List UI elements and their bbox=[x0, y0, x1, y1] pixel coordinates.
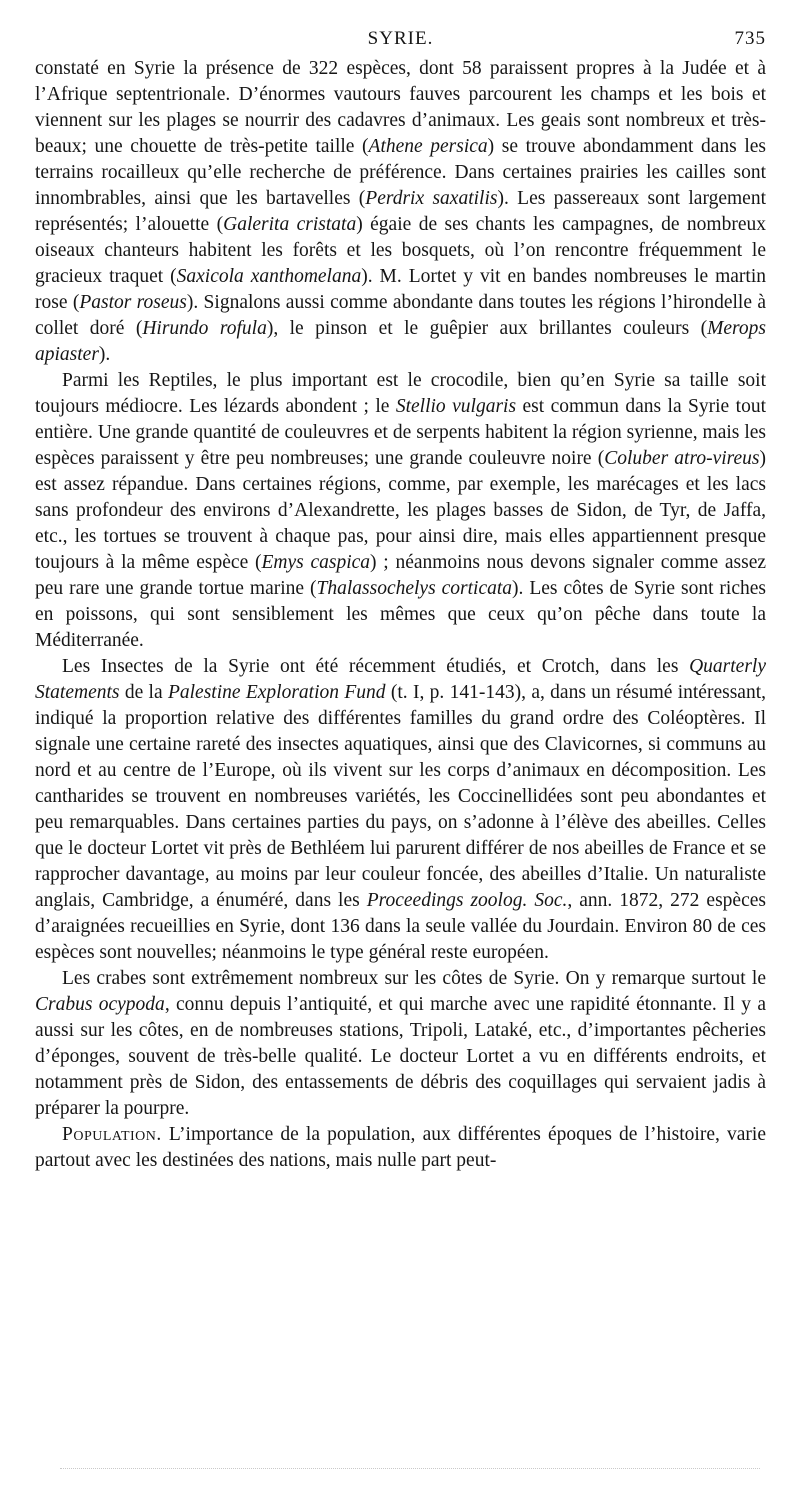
text-run: L’importance de la population, aux différentes époques de l’histoire, varie partout avec les destinées des nations, mais nulle part peut- bbox=[35, 1124, 766, 1171]
running-title: SYRIE. bbox=[367, 28, 434, 49]
text-run: Les crabes sont extrêmement nombreux sur les côtes de Syrie. On y remarque surtout le bbox=[62, 968, 766, 989]
text-run: de la bbox=[119, 682, 168, 703]
italic-text: Coluber atro-vireus bbox=[604, 448, 760, 469]
text-run: (t. I, p. 141-143), a, dans un résumé intéressant, indiqué la proportion relative des différentes familles du grand ordre des Coléoptères. Il signale une certaine rareté des insectes aquatiques, ainsi que des Clavicornes, si communs au nord et au centre de l’Europe, où ils vivent sur les corps d’animaux en décomposition. Les cantharides se trouvent en nombreuses variétés, les Coccinellidées sont peu abondantes et peu remarquables. Dans certaines parties du pays, on s’adonne à l’élève des abeilles. Celles que le docteur Lortet vit près de Bethléem lui parurent différer de nos abeilles de France et se rapprocher davantage, au moins par leur couleur foncée, des abeilles d’Italie. Un naturaliste anglais, Cambridge, a énuméré, dans les bbox=[35, 682, 766, 911]
text-run: Parmi les Reptiles, le plus important est le crocodile, bien qu’en Syrie sa taille soit toujours médiocre. Les lézards abondent ; le bbox=[35, 370, 766, 417]
page-header bbox=[35, 28, 766, 56]
paragraph bbox=[35, 56, 766, 368]
italic-text: Galerita cristata bbox=[223, 214, 357, 235]
italic-text: Pastor roseus bbox=[79, 292, 187, 313]
italic-text: Emys caspica bbox=[261, 552, 371, 573]
italic-text: Thalassochelys corticata bbox=[316, 578, 513, 599]
page-number: 735 bbox=[734, 28, 766, 49]
text-run: ) se trouve abondamment dans les terrains rocailleux qu’elle recherche de préférence. Dans certaines prairies les cailles sont innombrables, ainsi que les bartavelles ( bbox=[35, 136, 767, 209]
text-run: Les Insectes de la Syrie ont été récemment étudiés, et Crotch, dans les bbox=[62, 656, 690, 677]
body-text bbox=[35, 56, 766, 1174]
italic-text: Saxicola xanthomelana bbox=[176, 266, 362, 287]
text-run: constaté en Syrie la présence de 322 espèces, dont 58 paraissent propres à la Judée et à l’Afrique septentrionale. D’énormes vautours fauves parcourent les champs et les bois et viennent sur les plages se nourrir des cadavres d’animaux. Les geais sont nombreux et très-beaux; une chouette de très-petite taille ( bbox=[35, 58, 766, 157]
italic-text: Merops apiaster bbox=[35, 318, 766, 365]
text-run: ). M. Lortet y vit en bandes nombreuses le martin rose ( bbox=[35, 266, 766, 313]
italic-text: Athene persica bbox=[368, 136, 488, 157]
bottom-dotted-rule bbox=[60, 1468, 760, 1469]
text-run: ). bbox=[98, 344, 111, 365]
section-heading: Population. bbox=[62, 1124, 162, 1145]
paragraph bbox=[35, 368, 766, 654]
italic-text: Stellio vulgaris bbox=[395, 396, 517, 417]
text-run: ). Signalons aussi comme abondante dans toutes les régions l’hirondelle à collet doré ( bbox=[35, 292, 766, 339]
italic-text: Perdrix saxatilis bbox=[365, 188, 498, 209]
paragraph bbox=[35, 966, 766, 1122]
text-run: ). Les passereaux sont largement représentés; l’alouette ( bbox=[35, 188, 766, 235]
text-run: ) ; néanmoins nous devons signaler comme assez peu rare une grande tortue marine ( bbox=[35, 552, 767, 599]
text-run: , ann. 1872, 272 espèces d’araignées recueillies en Syrie, dont 136 dans la seule vallée du Jourdain. Environ 80 de ces espèces sont nouvelles; néanmoins le type général reste européen. bbox=[35, 890, 766, 963]
text-run: ) égaie de ses chants les campagnes, de nombreux oiseaux chanteurs habitent les forêts et les bosquets, où l’on rencontre fréquemment le gracieux traquet ( bbox=[35, 214, 766, 287]
text-run: , connu depuis l’antiquité, et qui marche avec une rapidité étonnante. Il y a aussi sur les côtes, en de nombreuses stations, Tripoli, Lataké, etc., d’importantes pêcheries d’éponges, souvent de très-belle qualité. Le docteur Lortet a vu en différents endroits, et notamment près de Sidon, des entassements de débris des coquillages qui servaient jadis à préparer la pourpre. bbox=[35, 994, 767, 1119]
italic-text: Palestine Exploration Fund bbox=[167, 682, 386, 703]
paragraph bbox=[35, 654, 766, 966]
text-run: ) est assez répandue. Dans certaines régions, comme, par exemple, les marécages et les lacs sans profondeur des environs d’Alexandrette, les plages basses de Sidon, de Tyr, de Jaffa, etc., les tortues se trouvent à chaque pas, pour ainsi dire, mais elles appartiennent presque toujours à la même espèce ( bbox=[35, 448, 766, 573]
italic-text: Hirundo rofula bbox=[142, 318, 267, 339]
text-run: est commun dans la Syrie tout entière. Une grande quantité de couleuvres et de serpents habitent la région syrienne, mais les espèces paraissent y être peu nombreuses; une grande couleuvre noire ( bbox=[35, 396, 766, 469]
italic-text: Crabus ocypoda bbox=[35, 994, 165, 1015]
italic-text: Proceedings zoolog. Soc. bbox=[366, 890, 568, 911]
italic-text: Quarterly Statements bbox=[35, 656, 766, 703]
paragraph bbox=[35, 1122, 766, 1174]
text-run: ), le pinson et le guêpier aux brillantes couleurs ( bbox=[266, 318, 708, 339]
document-page bbox=[35, 28, 766, 1174]
text-run: ). Les côtes de Syrie sont riches en poissons, qui sont sensiblement les mêmes que ceux qu’on pêche dans toute la Méditerranée. bbox=[35, 578, 766, 651]
